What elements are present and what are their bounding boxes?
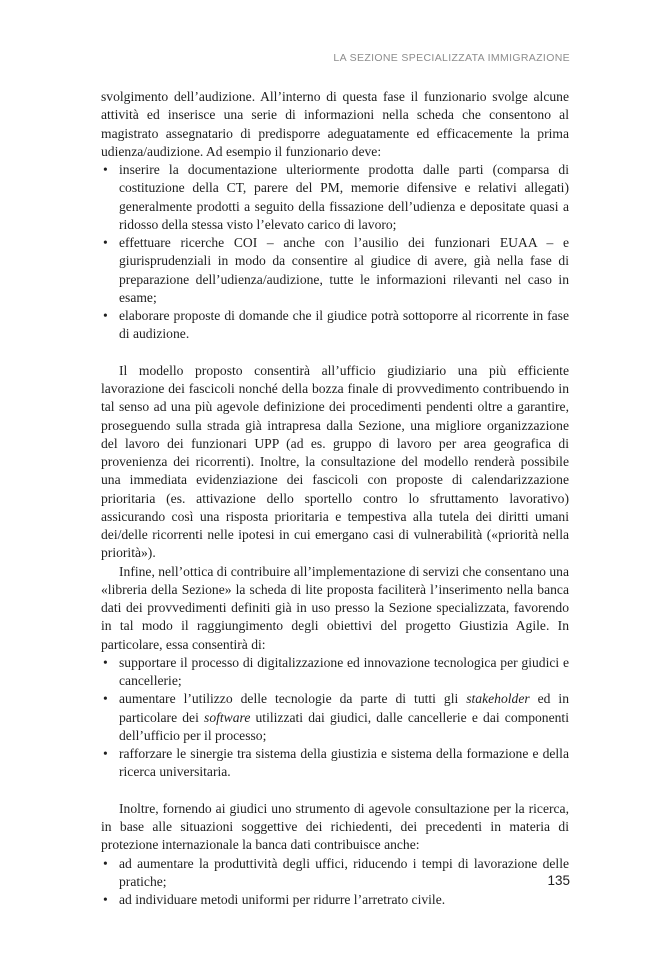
bullet-icon: • (103, 235, 108, 250)
term-software: software (204, 709, 251, 725)
bullet-icon: • (103, 691, 108, 707)
bullet-icon: • (103, 654, 108, 670)
bullet-list (101, 654, 569, 782)
page-number: 135 (547, 873, 570, 888)
bullet-icon: • (103, 162, 108, 177)
paragraph: Inoltre, fornendo ai giudici uno strumento di agevole consultazione per la ricerca, in base alle situazioni soggettive dei richiedenti, dei precedenti in materia di protezione internazionale la banca dati contribuisce anche: (101, 800, 569, 853)
list-item: • ad individuare metodi uniformi per ridurre l’arretrato civile. (101, 891, 569, 909)
list-item: • supportare il processo di digitalizzazione ed innovazione tecnologica per giudici e cancellerie; (103, 654, 569, 688)
list-item: • aumentare l’utilizzo delle tecnologie da parte di tutti gli stakeholder ed in particolare dei software utilizzati dai giudici, dalle cancellerie e dai componenti dell’ufficio per il processo; (103, 691, 570, 743)
bullet-icon: • (103, 855, 108, 871)
bullet-icon: • (103, 892, 108, 907)
term-stakeholder: stakeholder (466, 691, 530, 707)
paragraph: Il modello proposto consentirà all’ufficio giudiziario una più efficiente lavorazione dei fascicoli nonché della bozza finale di provvedimento contribuendo in tal senso ad una più agevole definizione dei procedimenti pendenti oltre a garantire, proseguendo sulla strada già intrapresa dalla Sezione, una migliore organizzazione del lavoro dei funzionari UPP (ad es. gruppo di lavoro per area geografica di provenienza dei ricorrenti). Inoltre, la consultazione del modello renderà possibile una immediata evidenziazione dei fascicoli con proposte di calendarizzazione prioritaria (es. attivazione dello sportello contro lo sfruttamento lavorativo) assicurando così una risposta prioritaria e tempestiva alla tutela dei diritti umani dei/delle ricorrenti nelle ipotesi in cui emergano casi di vulnerabilità («priorità nella priorità»). (101, 362, 569, 561)
bullet-icon: • (103, 308, 108, 323)
list-item: • elaborare proposte di domande che il giudice potrà sottoporre al ricorrente in fase di audizione. (103, 308, 569, 342)
paragraph: svolgimento dell’audizione. All’interno di questa fase il funzionario svolge alcune attività ed inserisce una serie di informazioni nella scheda che consentono al magistrato assegnatario di predisporre adeguatamente ed efficacemente la prima udienza/audizione. Ad esempio il funzionario deve: (101, 89, 569, 159)
body-text (101, 88, 569, 909)
running-header: LA SEZIONE SPECIALIZZATA IMMIGRAZIONE (333, 52, 570, 64)
paragraph: Infine, nell’ottica di contribuire all’implementazione di servizi che consentano una «libreria della Sezione» la scheda di lite proposta faciliterà l’inserimento nella banca dati dei provvedimenti definiti già in uso presso la Sezione specializzata, favorendo in tal modo il raggiungimento degli obiettivi del progetto Giustizia Agile. In particolare, essa consentirà di: (101, 563, 569, 652)
list-item: • rafforzare le sinergie tra sistema della giustizia e sistema della formazione e della ricerca universitaria. (103, 746, 569, 780)
bullet-list (101, 855, 569, 910)
list-item: • inserire la documentazione ulteriormente prodotta dalle parti (comparsa di costituzione della CT, parere del PM, memorie difensive e relativi allegati) generalmente prodotti a seguito della fissazione dell’udienza e depositate quasi a ridosso della stessa visto l’elevato carico di lavoro; (103, 162, 569, 232)
bullet-icon: • (103, 746, 108, 761)
list-item: • effettuare ricerche COI – anche con l’ausilio dei funzionari EUAA – e giurisprudenziali in modo da consentire al giudice di avere, già nella fase di preparazione dell’udienza/audizione, tutte le informazioni rilevanti nel caso in esame; (103, 235, 569, 305)
list-item: • ad aumentare la produttività degli uffici, riducendo i tempi di lavorazione delle pratiche; (103, 855, 569, 889)
bullet-list (101, 161, 569, 344)
